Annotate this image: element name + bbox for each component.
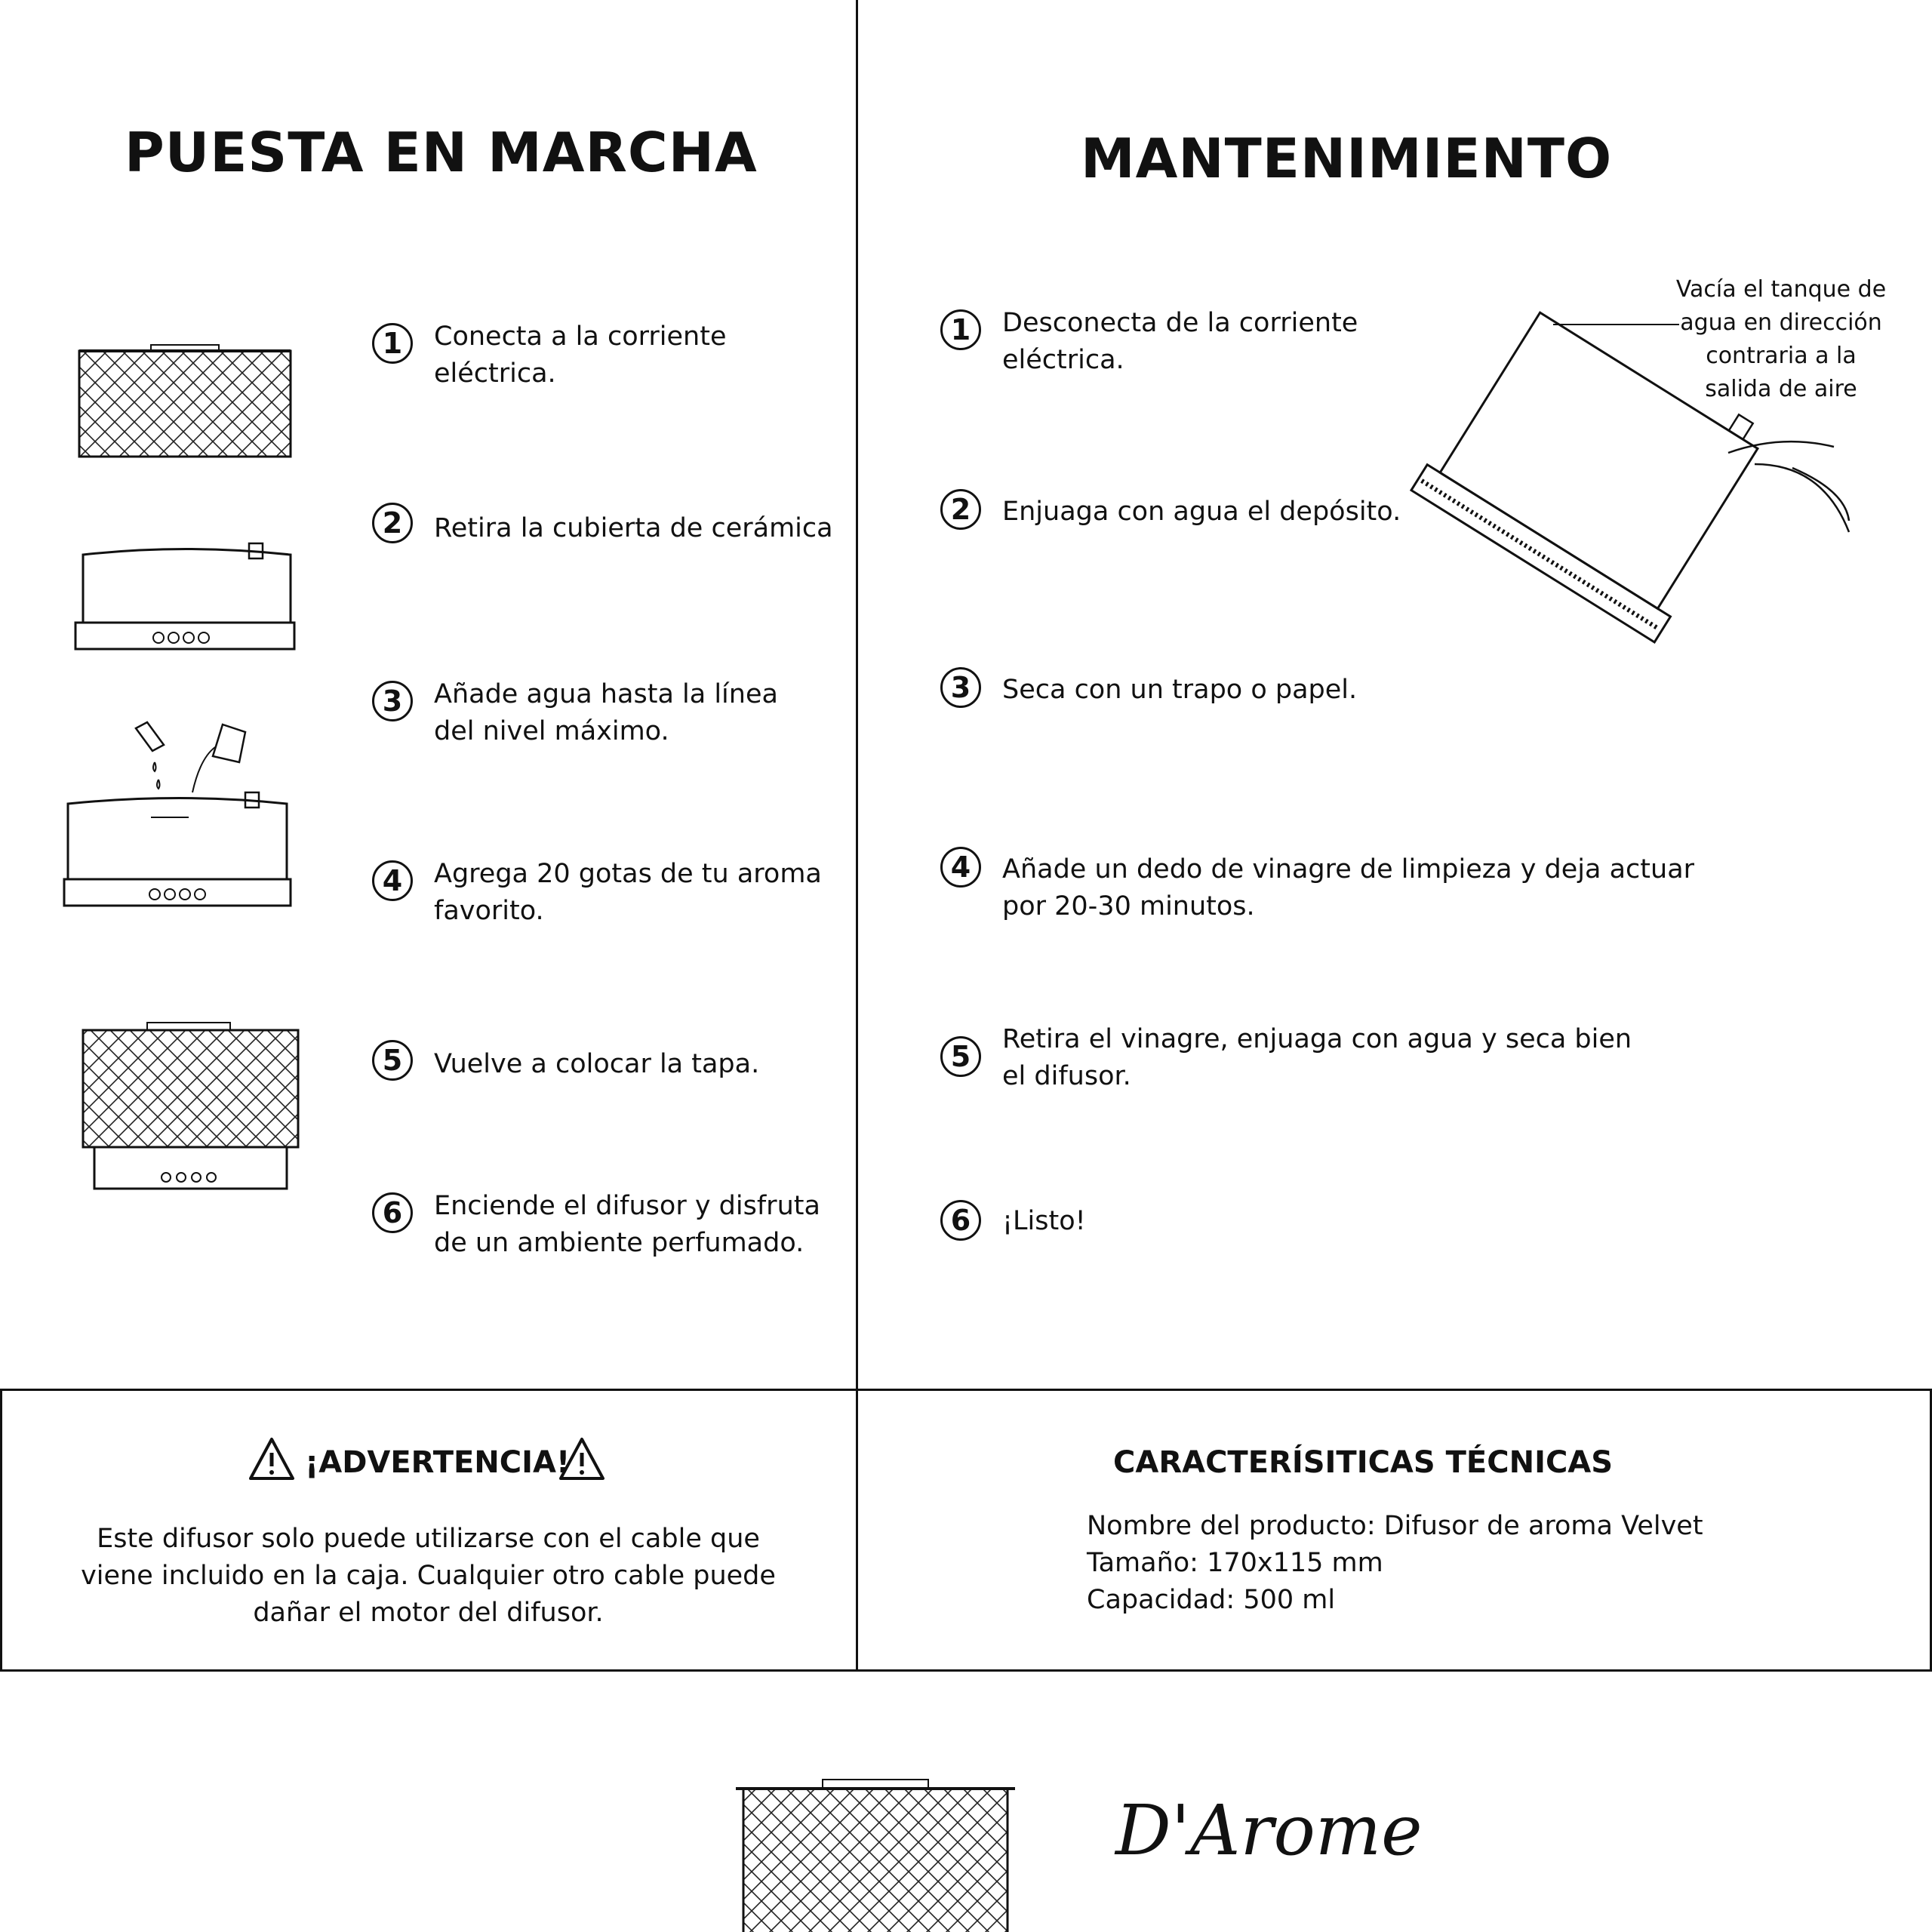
empty-tank-note: Vacía el tanque de agua en dirección contraria a la salida de aire	[1675, 276, 1887, 402]
step-number-badge: 2	[372, 503, 413, 543]
maintenance-step-5	[940, 1024, 1921, 1095]
setup-step-5	[372, 1040, 840, 1083]
setup-step-2	[372, 503, 840, 547]
setup-step-6	[372, 1192, 840, 1262]
step-number-badge: 4	[372, 860, 413, 901]
spec-capacity: Capacidad: 500 ml	[1087, 1585, 1336, 1615]
maintenance-step-3	[940, 667, 1469, 709]
setup-step-4	[372, 860, 840, 930]
specs-title: CARACTERÍSITICAS TÉCNICAS	[1113, 1445, 1614, 1480]
step-text: Desconecta de la corriente eléctrica.	[1002, 308, 1358, 375]
maintenance-title: MANTENIMIENTO	[1081, 127, 1613, 190]
warning-triangle-icon	[248, 1436, 296, 1481]
step-text: Vuelve a colocar la tapa.	[434, 1049, 760, 1079]
step-text: Enciende el difusor y disfruta de un ambiente perfumado.	[434, 1191, 820, 1258]
diffuser-with-cover-illustration	[75, 343, 294, 464]
step-text: Conecta a la corriente eléctrica.	[434, 321, 727, 389]
step-text: Retira el vinagre, enjuaga con agua y seca bien el difusor.	[1002, 1024, 1632, 1091]
setup-step-1	[372, 323, 825, 392]
step-number-badge: 1	[372, 323, 413, 364]
step-text: Añade un dedo de vinagre de limpieza y deja actuar por 20-30 minutos.	[1002, 854, 1695, 921]
add-water-and-oil-illustration	[60, 721, 302, 917]
step-text: Enjuaga con agua el depósito.	[1002, 497, 1401, 527]
warning-title: ¡ADVERTENCIA!	[305, 1445, 571, 1480]
spec-product-name: Nombre del producto: Difusor de aroma Velvet	[1087, 1511, 1703, 1541]
step-text: Agrega 20 gotas de tu aroma favorito.	[434, 859, 822, 926]
step-number-badge: 5	[940, 1036, 981, 1077]
diffuser-product-illustration	[732, 1774, 1019, 1924]
step-text: Seca con un trapo o papel.	[1002, 675, 1358, 705]
step-number-badge: 1	[940, 309, 981, 350]
step-number-badge: 3	[372, 681, 413, 721]
maintenance-step-4	[940, 847, 1921, 925]
step-text: ¡Listo!	[1002, 1206, 1086, 1236]
diffuser-lid-placed-illustration	[79, 1019, 306, 1200]
setup-step-3	[372, 681, 840, 750]
maintenance-step-1	[940, 309, 1469, 379]
center-divider	[856, 0, 858, 1391]
diffuser-base-illustration	[72, 540, 298, 660]
step-text: Añade agua hasta la línea del nivel máximo.	[434, 679, 778, 746]
maintenance-step-2	[940, 489, 1469, 531]
step-number-badge: 6	[372, 1192, 413, 1233]
warning-triangle-icon	[558, 1436, 606, 1481]
step-text: Retira la cubierta de cerámica	[434, 513, 833, 543]
step-number-badge: 3	[940, 667, 981, 708]
spec-size: Tamaño: 170x115 mm	[1087, 1548, 1383, 1578]
step-number-badge: 2	[940, 489, 981, 530]
setup-title: PUESTA EN MARCHA	[125, 121, 758, 184]
step-number-badge: 5	[372, 1040, 413, 1081]
step-number-badge: 6	[940, 1200, 981, 1241]
specs-list	[1087, 1508, 1917, 1619]
maintenance-step-6	[940, 1200, 1469, 1241]
brand-logo: D'Arome	[1115, 1790, 1423, 1871]
warning-text: Este difusor solo puede utilizarse con el cable que viene incluido en la caja. Cualquier otro cable puede dañar el motor del difusor.	[81, 1524, 776, 1628]
step-number-badge: 4	[940, 847, 981, 888]
